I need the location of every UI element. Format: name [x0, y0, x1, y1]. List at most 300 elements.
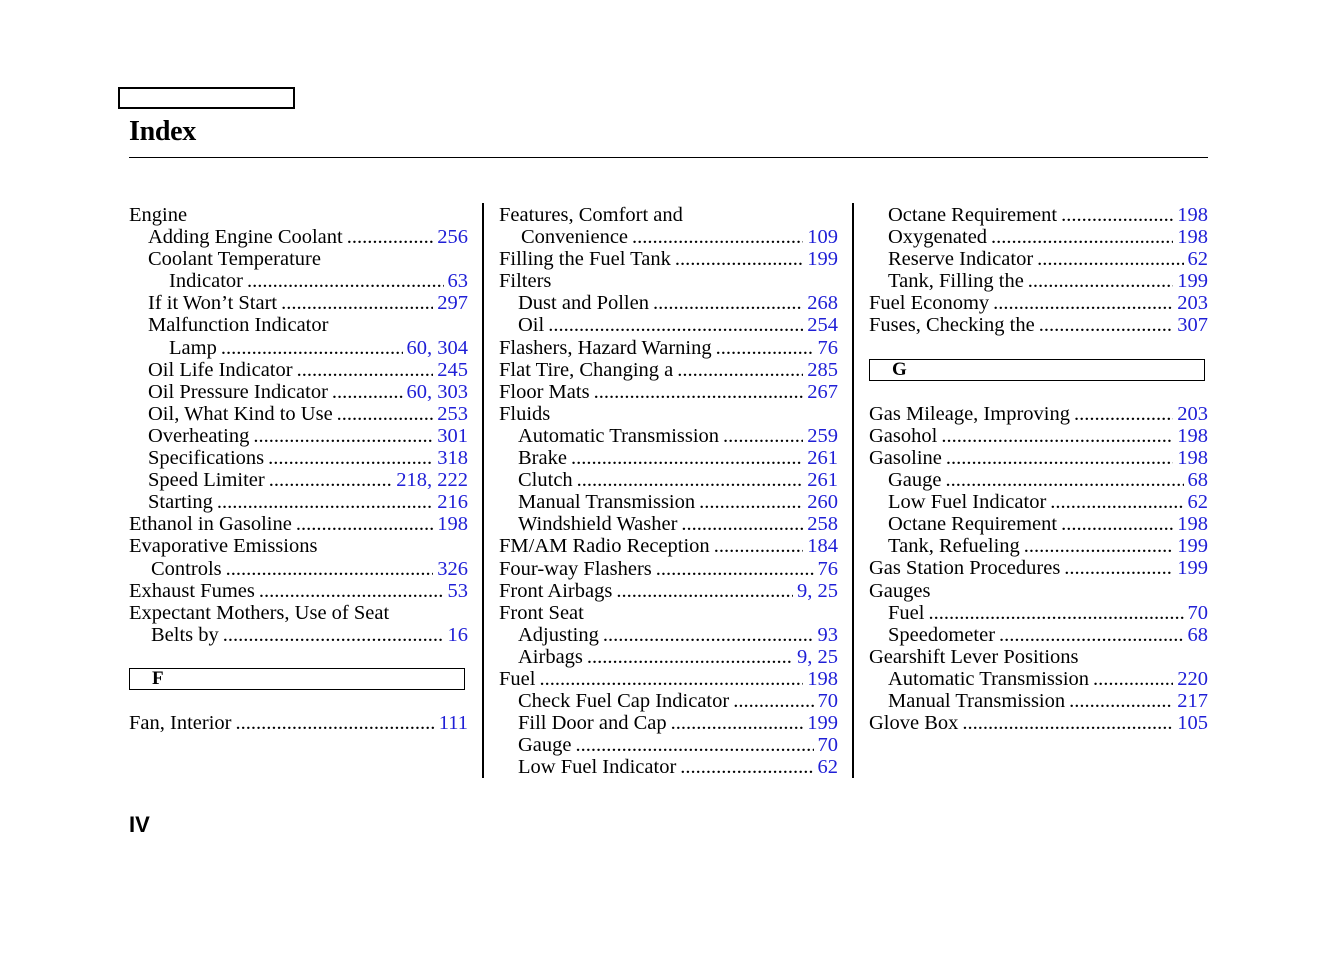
index-entry — [129, 602, 468, 624]
index-entry-label: Expectant Mothers, Use of Seat — [129, 601, 390, 624]
leader-dots — [571, 447, 803, 469]
page-link[interactable]: 53 — [447, 579, 468, 602]
index-entry — [499, 270, 838, 292]
page-references — [797, 580, 838, 602]
index-entry — [499, 580, 838, 602]
index-entry — [499, 756, 838, 778]
index-entry — [129, 403, 468, 425]
section-letter-header: F — [129, 668, 465, 690]
index-entry — [869, 580, 1208, 602]
leader-dots — [1039, 314, 1174, 336]
leader-dots — [723, 425, 803, 447]
leader-dots — [548, 314, 803, 336]
section-letter-header: G — [869, 359, 1205, 381]
index-entry — [499, 292, 838, 314]
index-entry — [499, 204, 838, 226]
page-references — [1177, 668, 1208, 690]
index-entry-label: Manual Transmission — [888, 689, 1066, 712]
index-entry-label: Gauges — [869, 579, 931, 602]
leader-dots — [1074, 403, 1173, 425]
page-link[interactable]: 304 — [437, 336, 468, 359]
page-link[interactable]: 199 — [807, 712, 838, 735]
page-link[interactable]: 198 — [1177, 446, 1208, 469]
index-entry — [499, 535, 838, 557]
leader-dots — [733, 690, 813, 712]
leader-dots — [594, 381, 804, 403]
page-link[interactable]: 70 — [817, 690, 838, 713]
page-link[interactable]: 199 — [1177, 535, 1208, 558]
index-entry — [499, 491, 838, 513]
page-references — [807, 535, 838, 557]
leader-dots — [671, 712, 804, 734]
index-entry — [499, 337, 838, 359]
index-entry-label: Coolant Temperature — [148, 248, 321, 271]
index-entry-label: Fan, Interior — [129, 712, 232, 735]
index-entry-label: Clutch — [518, 469, 573, 492]
leader-dots — [603, 624, 814, 646]
leader-dots — [675, 248, 803, 270]
index-entry-label: Fuel Economy — [869, 292, 990, 315]
index-entry — [499, 646, 838, 668]
page-link[interactable]: 16 — [447, 623, 468, 646]
index-entry — [129, 491, 468, 513]
page-link[interactable]: 301 — [437, 424, 468, 447]
index-entry — [499, 513, 838, 535]
index-entry — [869, 248, 1208, 270]
page-references — [1177, 513, 1208, 535]
page-references — [797, 646, 838, 668]
index-entry-label: Windshield Washer — [518, 513, 678, 536]
page-link[interactable]: 261 — [807, 447, 838, 470]
page-references — [1177, 292, 1208, 314]
page-link[interactable]: 105 — [1177, 712, 1208, 735]
page-link[interactable]: 68 — [1187, 469, 1208, 492]
index-entry-label: Tank, Refueling — [888, 535, 1020, 558]
index-entry — [869, 690, 1208, 712]
page-link[interactable]: 60 — [406, 380, 427, 403]
index-column-1 — [129, 204, 468, 734]
page-link[interactable]: 216 — [437, 491, 468, 514]
index-entry — [869, 624, 1208, 646]
page-link[interactable]: 203 — [1177, 292, 1208, 315]
page-references — [807, 491, 838, 513]
index-entry-label: If it Won’t Start — [148, 292, 278, 315]
page-number: IV — [129, 812, 150, 837]
index-entry — [499, 248, 838, 270]
page-references — [1177, 314, 1208, 336]
index-entry-label: Gasoline — [869, 446, 942, 469]
page-references — [1188, 491, 1209, 513]
page-link[interactable]: 60 — [406, 336, 427, 359]
page-link[interactable]: 268 — [807, 292, 838, 315]
page-references — [437, 403, 468, 425]
index-entry — [129, 292, 468, 314]
spacer — [869, 337, 1208, 359]
index-entry-label: Oil Pressure Indicator — [148, 380, 328, 403]
index-entry-label: Glove Box — [869, 712, 959, 735]
index-entry-label: Octane Requirement — [888, 204, 1058, 226]
index-entry-label: Malfunction Indicator — [148, 314, 329, 337]
page-references — [1177, 712, 1208, 734]
page-link[interactable]: 70 — [817, 734, 838, 757]
index-entry-label: Fluids — [499, 402, 551, 425]
index-entry-label: Evaporative Emissions — [129, 535, 318, 558]
index-tab-box — [118, 87, 295, 109]
page-link[interactable]: 267 — [807, 380, 838, 403]
page-separator: , — [427, 380, 438, 403]
page-references — [807, 359, 838, 381]
leader-dots — [221, 337, 403, 359]
index-entry-label: Manual Transmission — [518, 491, 696, 514]
index-entry-label: Four-way Flashers — [499, 557, 652, 580]
index-entry — [869, 491, 1208, 513]
index-entry-label: Belts by — [151, 623, 219, 646]
index-entry — [499, 734, 838, 756]
page-references — [437, 558, 468, 580]
index-entry-label: Flashers, Hazard Warning — [499, 336, 712, 359]
page-references — [1177, 557, 1208, 579]
index-entry-label: Ethanol in Gasoline — [129, 513, 292, 536]
page-link[interactable]: 198 — [1177, 513, 1208, 536]
column-divider — [852, 203, 854, 778]
index-entry — [499, 381, 838, 403]
leader-dots — [699, 491, 803, 513]
index-entry-label: Flat Tire, Changing a — [499, 358, 674, 381]
leader-dots — [962, 712, 1173, 734]
index-entry-label: Filling the Fuel Tank — [499, 248, 671, 271]
index-entry-label: Automatic Transmission — [888, 667, 1090, 690]
page-link[interactable]: 254 — [807, 314, 838, 337]
page-separator: , — [427, 336, 438, 359]
leader-dots — [653, 292, 803, 314]
index-entry-label: Lamp — [169, 336, 217, 359]
index-entry — [129, 535, 468, 557]
page-link[interactable]: 109 — [807, 226, 838, 249]
page-link[interactable]: 307 — [1177, 314, 1208, 337]
page-references — [1188, 624, 1209, 646]
page-references — [448, 624, 469, 646]
leader-dots — [714, 535, 804, 557]
index-entry — [499, 359, 838, 381]
index-entry — [129, 359, 468, 381]
page-separator: , — [807, 579, 818, 602]
page-link[interactable]: 25 — [817, 645, 838, 668]
page-link[interactable]: 217 — [1177, 689, 1208, 712]
index-entry — [499, 469, 838, 491]
page-references — [1177, 535, 1208, 557]
index-entry — [129, 226, 468, 248]
page-references — [437, 491, 468, 513]
index-entry — [869, 425, 1208, 447]
leader-dots — [217, 491, 433, 513]
index-entry-label: Gas Mileage, Improving — [869, 402, 1070, 425]
index-entry-label: Oil Life Indicator — [148, 358, 293, 381]
page-references — [437, 292, 468, 314]
page-references — [437, 447, 468, 469]
index-entry-label: Airbags — [518, 645, 583, 668]
page-link[interactable]: 93 — [817, 623, 838, 646]
index-entry-label: Front Airbags — [499, 579, 613, 602]
page-link[interactable]: 62 — [817, 756, 838, 779]
page-link[interactable]: 198 — [437, 513, 468, 536]
page-references — [437, 226, 468, 248]
index-entry — [129, 712, 468, 734]
page-references — [807, 248, 838, 270]
page-link[interactable]: 245 — [437, 358, 468, 381]
index-entry — [869, 602, 1208, 624]
page-references — [437, 513, 468, 535]
leader-dots — [1037, 248, 1183, 270]
index-entry — [129, 270, 468, 292]
page-link[interactable]: 220 — [1177, 667, 1208, 690]
index-entry — [869, 204, 1208, 226]
spacer — [869, 381, 1208, 403]
page-references — [448, 580, 469, 602]
index-entry — [499, 447, 838, 469]
page-link[interactable]: 76 — [817, 557, 838, 580]
leader-dots — [268, 447, 433, 469]
leader-dots — [576, 734, 814, 756]
index-entry-label: Octane Requirement — [888, 513, 1058, 536]
page-link[interactable]: 111 — [438, 712, 468, 735]
index-entry-label: Overheating — [148, 424, 250, 447]
page-references — [1188, 469, 1209, 491]
spacer — [129, 690, 468, 712]
index-entry — [129, 425, 468, 447]
index-entry — [869, 513, 1208, 535]
page-references — [1177, 403, 1208, 425]
index-entry-label: Low Fuel Indicator — [518, 756, 677, 779]
leader-dots — [296, 513, 433, 535]
page-link[interactable]: 203 — [1177, 402, 1208, 425]
leader-dots — [297, 359, 434, 381]
index-column-2 — [499, 204, 838, 778]
index-entry — [499, 624, 838, 646]
page-references — [1188, 248, 1209, 270]
leader-dots — [993, 292, 1173, 314]
page-link[interactable]: 261 — [807, 469, 838, 492]
leader-dots — [680, 756, 813, 778]
page-link[interactable]: 62 — [1187, 248, 1208, 271]
leader-dots — [1069, 690, 1173, 712]
leader-dots — [577, 469, 804, 491]
index-entry-label: Dust and Pollen — [518, 292, 649, 315]
index-entry-label: Oil — [518, 314, 545, 337]
page-link[interactable]: 198 — [807, 667, 838, 690]
page-references — [818, 690, 839, 712]
index-entry — [499, 668, 838, 690]
index-entry-label: Oxygenated — [888, 226, 988, 249]
index-entry — [869, 314, 1208, 336]
index-entry — [499, 558, 838, 580]
spacer — [129, 646, 468, 668]
page-references — [407, 337, 469, 359]
index-entry — [129, 447, 468, 469]
index-entry — [869, 403, 1208, 425]
index-entry-label: Low Fuel Indicator — [888, 491, 1047, 514]
leader-dots — [716, 337, 814, 359]
page-link[interactable]: 256 — [437, 226, 468, 249]
leader-dots — [226, 558, 434, 580]
leader-dots — [1028, 270, 1173, 292]
index-entry-label: Gauge — [888, 469, 942, 492]
page-references — [437, 359, 468, 381]
page-references — [818, 624, 839, 646]
index-entry-label: Starting — [148, 491, 213, 514]
index-entry — [499, 403, 838, 425]
page-link[interactable]: 9 — [797, 645, 808, 668]
page-link[interactable]: 62 — [1187, 491, 1208, 514]
page-link[interactable]: 222 — [437, 469, 468, 492]
page-link[interactable]: 218 — [396, 469, 427, 492]
leader-dots — [253, 425, 433, 447]
index-entry — [869, 535, 1208, 557]
page-link[interactable]: 199 — [1177, 557, 1208, 580]
index-entry-label: Speedometer — [888, 623, 996, 646]
page-link[interactable]: 259 — [807, 424, 838, 447]
page-references — [1177, 204, 1208, 226]
page-link[interactable]: 318 — [437, 447, 468, 470]
leader-dots — [616, 580, 793, 602]
leader-dots — [681, 513, 803, 535]
index-entry-label: Check Fuel Cap Indicator — [518, 690, 730, 713]
page-references — [439, 712, 468, 734]
leader-dots — [587, 646, 793, 668]
index-entry-label: Engine — [129, 204, 188, 226]
leader-dots — [347, 226, 434, 248]
index-entry-label: Brake — [518, 447, 567, 470]
index-entry — [129, 248, 468, 270]
leader-dots — [247, 270, 444, 292]
index-entry — [499, 602, 838, 624]
page-link[interactable]: 76 — [817, 336, 838, 359]
index-entry-label: Features, Comfort and — [499, 204, 683, 226]
page-link[interactable]: 184 — [807, 535, 838, 558]
index-entry-label: Gauge — [518, 734, 572, 757]
index-entry-label: Fill Door and Cap — [518, 712, 667, 735]
page-link[interactable]: 258 — [807, 513, 838, 536]
page-references — [807, 469, 838, 491]
index-entry-label: Specifications — [148, 447, 265, 470]
index-entry — [499, 712, 838, 734]
page-link[interactable]: 68 — [1187, 623, 1208, 646]
leader-dots — [235, 712, 434, 734]
index-entry-label: Oil, What Kind to Use — [148, 402, 333, 425]
index-entry-label: Filters — [499, 270, 552, 293]
page-separator: , — [427, 469, 438, 492]
index-entry-label: Gasohol — [869, 424, 938, 447]
page-link[interactable]: 297 — [437, 292, 468, 315]
leader-dots — [337, 403, 434, 425]
page-references — [407, 381, 469, 403]
leader-dots — [1064, 557, 1173, 579]
index-column-3 — [869, 204, 1208, 734]
leader-dots — [941, 425, 1173, 447]
index-entry-label: Exhaust Fumes — [129, 579, 255, 602]
page-link[interactable]: 63 — [447, 270, 468, 293]
index-entry-label: Front Seat — [499, 601, 584, 624]
index-entry — [129, 558, 468, 580]
leader-dots — [539, 668, 803, 690]
leader-dots — [677, 359, 803, 381]
index-entry-label: Automatic Transmission — [518, 424, 720, 447]
page-link[interactable]: 198 — [1177, 204, 1208, 226]
page-link[interactable]: 260 — [807, 491, 838, 514]
page-references — [1177, 226, 1208, 248]
page-references — [448, 270, 469, 292]
index-entry — [869, 646, 1208, 668]
index-entry — [869, 668, 1208, 690]
index-entry — [129, 469, 468, 491]
page-references — [437, 425, 468, 447]
index-entry — [129, 204, 468, 226]
page-separator: , — [807, 645, 818, 668]
index-entry — [129, 314, 468, 336]
page-link[interactable]: 70 — [1187, 601, 1208, 624]
index-entry — [499, 690, 838, 712]
page-link[interactable]: 326 — [437, 557, 468, 580]
page-references — [807, 668, 838, 690]
title-divider — [129, 157, 1208, 158]
leader-dots — [1024, 535, 1173, 557]
page-link[interactable]: 198 — [1177, 226, 1208, 249]
leader-dots — [656, 558, 814, 580]
leader-dots — [999, 624, 1183, 646]
page-references — [1188, 602, 1209, 624]
page-link[interactable]: 199 — [807, 248, 838, 271]
page-link[interactable]: 9 — [797, 579, 808, 602]
index-entry — [869, 712, 1208, 734]
index-entry-label: Fuel — [888, 601, 925, 624]
leader-dots — [1050, 491, 1183, 513]
index-entry-label: Convenience — [521, 226, 629, 249]
page-link[interactable]: 253 — [437, 402, 468, 425]
column-divider — [482, 203, 484, 778]
page-link[interactable]: 198 — [1177, 424, 1208, 447]
index-entry-label: Adding Engine Coolant — [148, 226, 343, 249]
page-references — [1177, 425, 1208, 447]
index-entry — [869, 469, 1208, 491]
index-entry-label: FM/AM Radio Reception — [499, 535, 710, 558]
page-references — [807, 314, 838, 336]
index-entry — [129, 381, 468, 403]
leader-dots — [946, 469, 1184, 491]
page-link[interactable]: 199 — [1177, 270, 1208, 293]
page-references — [818, 734, 839, 756]
leader-dots — [1061, 513, 1173, 535]
index-entry — [499, 425, 838, 447]
leader-dots — [632, 226, 803, 248]
index-entry — [869, 447, 1208, 469]
page-references — [1177, 270, 1208, 292]
index-entry — [869, 270, 1208, 292]
index-entry-label: Speed Limiter — [148, 469, 265, 492]
page-link[interactable]: 25 — [817, 579, 838, 602]
page-references — [807, 226, 838, 248]
index-entry-label: Reserve Indicator — [888, 248, 1034, 271]
page-references — [807, 425, 838, 447]
index-entry — [129, 337, 468, 359]
leader-dots — [946, 447, 1173, 469]
leader-dots — [928, 602, 1183, 624]
index-entry — [869, 226, 1208, 248]
index-entry — [499, 226, 838, 248]
page-references — [818, 337, 839, 359]
index-entry-label: Fuses, Checking the — [869, 314, 1035, 337]
page-link[interactable]: 285 — [807, 358, 838, 381]
leader-dots — [223, 624, 444, 646]
page-link[interactable]: 303 — [437, 380, 468, 403]
